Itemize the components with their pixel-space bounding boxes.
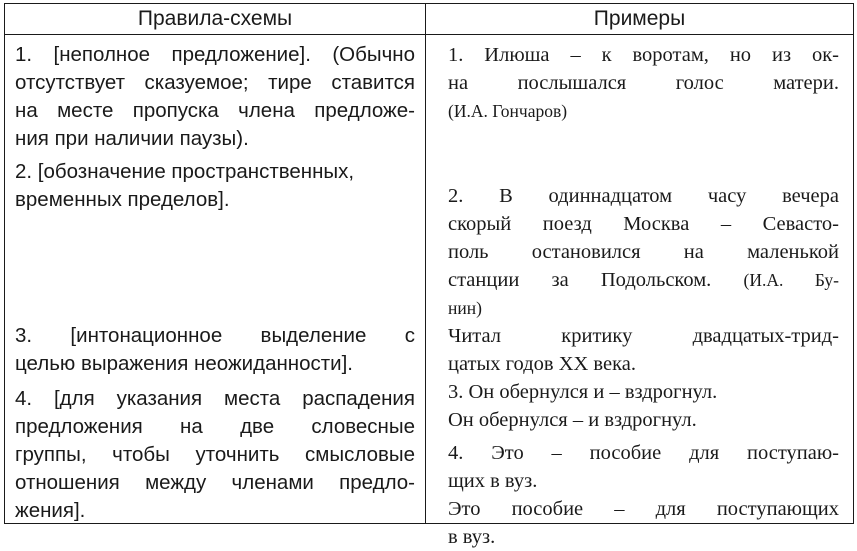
example-line: Читал критику двадцатых-трид- xyxy=(448,325,839,347)
example-line: 4. Это – пособие для поступаю- xyxy=(448,442,839,464)
rule-line: 1. [неполное предложение]. (Обычно xyxy=(15,43,415,66)
rule-3 xyxy=(15,322,415,378)
rule-4 xyxy=(15,385,415,525)
example-2 xyxy=(448,182,839,378)
rule-line: жения]. xyxy=(15,499,86,522)
example-line: Он обернулся – и вздрогнул. xyxy=(448,409,697,431)
example-attribution: (И.А. Гончаров) xyxy=(448,101,568,121)
example-line: в вуз. xyxy=(448,526,496,548)
example-line: 1. Илюша – к воротам, но из ок- xyxy=(448,44,839,66)
rules-cell xyxy=(5,35,426,524)
rule-line: 4. [для указания места распадения xyxy=(15,387,415,410)
examples-cell xyxy=(426,35,854,548)
table-body-row xyxy=(5,35,854,524)
example-1 xyxy=(448,41,839,125)
rule-line: целью выражения неожиданности]. xyxy=(15,352,353,375)
rule-line: ния при наличии паузы). xyxy=(15,127,249,150)
header-examples: Примеры xyxy=(426,4,854,35)
example-line: на послышался голос матери. xyxy=(448,72,839,94)
example-line xyxy=(448,266,839,294)
rule-line: 3. [интонационное выделение с xyxy=(15,324,415,347)
example-attribution: (И.А. Бу- xyxy=(743,270,840,290)
rule-line: 2. [обозначение пространственных, xyxy=(15,160,355,183)
example-attribution-tail: нин) xyxy=(448,298,482,318)
example-text: станции за Подольском. xyxy=(448,269,712,291)
header-rules-schemes: Правила-схемы xyxy=(5,4,426,35)
example-4 xyxy=(448,439,839,551)
example-line: 3. Он обернулся и – вздрогнул. xyxy=(448,381,718,403)
example-line: цатых годов XX века. xyxy=(448,353,636,375)
rule-2 xyxy=(15,158,415,214)
table-header-row xyxy=(5,4,854,35)
rule-line: группы, чтобы уточнить смысловые xyxy=(15,443,415,466)
rule-line: отношения между членами предло- xyxy=(15,471,415,494)
punctuation-rules-table xyxy=(4,3,854,548)
rule-line: отсутствует сказуемое; тире ставится xyxy=(15,71,415,94)
rule-1 xyxy=(15,41,415,153)
example-line: щих в вуз. xyxy=(448,470,538,492)
example-line: скорый поезд Москва – Севасто- xyxy=(448,213,839,235)
example-line: Это пособие – для поступающих xyxy=(448,498,839,520)
rule-line: предложения на две словесные xyxy=(15,415,415,438)
example-3 xyxy=(448,378,839,434)
example-line: поль остановился на маленькой xyxy=(448,241,839,263)
rule-line: на месте пропуска члена предложе- xyxy=(15,99,415,122)
example-line: 2. В одиннадцатом часу вечера xyxy=(448,185,839,207)
rule-line: временных пределов]. xyxy=(15,188,230,211)
